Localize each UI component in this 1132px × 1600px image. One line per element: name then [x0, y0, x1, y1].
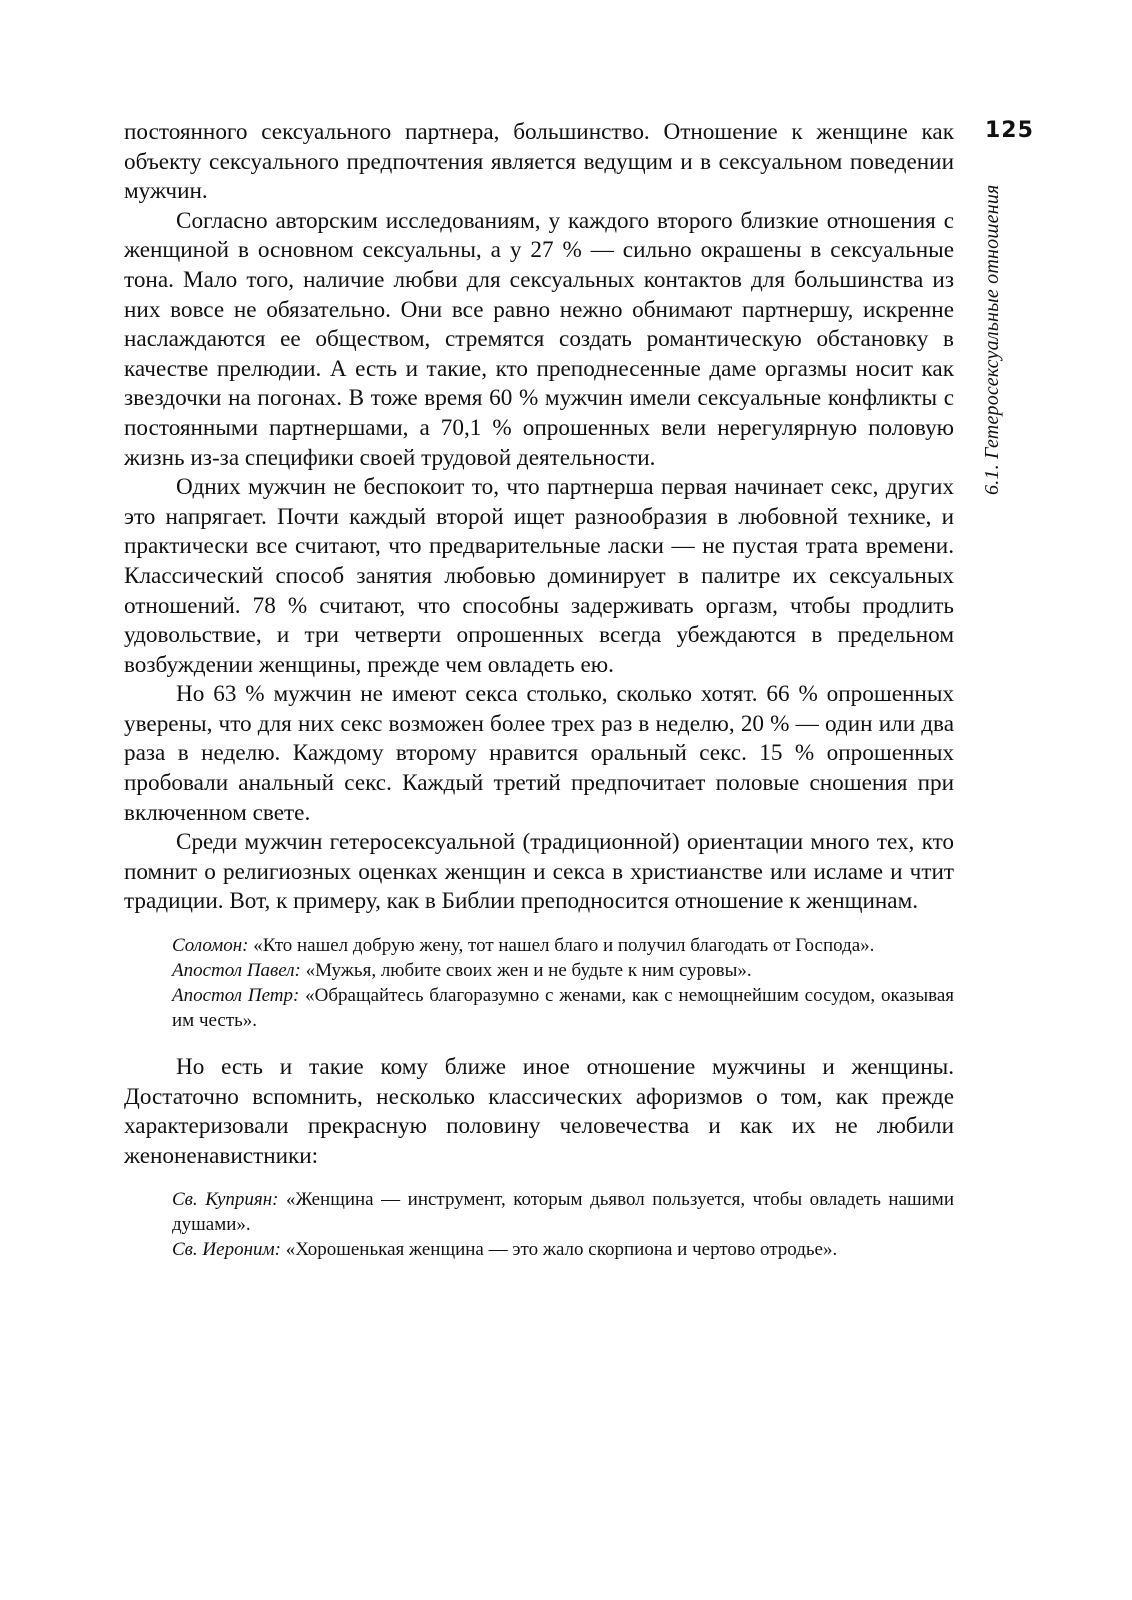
quote-author: Соломон:	[172, 935, 249, 957]
quote-text: «Мужья, любите своих жен и не будьте к ним суровы».	[300, 960, 752, 982]
quote-text: «Женщина — инструмент, которым дьявол пользуется, чтобы овладеть нашими душами».	[172, 1189, 954, 1236]
aphorism-quotes	[172, 1187, 954, 1262]
text-column	[124, 118, 954, 1282]
quote-text: «Кто нашел добрую жену, тот нашел благо и получил благодать от Господа».	[248, 935, 875, 957]
quote-item	[172, 933, 954, 958]
paragraph-continuation: постоянного сексуального партнера, большинство. Отношение к женщине как объекту сексуального предпочтения является ведущим и в сексуальном поведении мужчин.	[124, 119, 954, 205]
quote-item	[172, 1237, 954, 1262]
paragraph-aphorisms: Но есть и такие кому ближе иное отношение мужчины и женщины. Достаточно вспомнить, несколько классических афоризмов о том, как прежде характеризовали прекрасную половину человечества и как их не любили женоненавистники:	[124, 1054, 954, 1169]
quote-author: Апостол Петр:	[172, 985, 300, 1007]
quote-author: Св. Иероним:	[172, 1239, 281, 1261]
paragraph-religion: Среди мужчин гетеросексуальной (традиционной) ориентации много тех, кто помнит о религиозных оценках женщин и секса в христианстве или исламе и чтит традиции. Вот, к примеру, как в Библии преподносится отношение к женщинам.	[124, 829, 954, 915]
running-head: 6.1. Гетеросексуальные отношения	[981, 184, 1003, 495]
paragraph-techniques: Одних мужчин не беспокоит то, что партнерша первая начинает секс, других это напрягает. Почти каждый второй ищет разнообразия в любовной технике, и практически все считают, что предварительные ласки — не пустая трата времени. Классический способ занятия любовью доминирует в палитре их сексуальных отношений. 78 % считают, что способны задерживать оргазм, чтобы продлить удовольствие, и три четверти опрошенных всегда убеждаются в предельном возбуждении женщины, прежде чем овладеть ею.	[124, 474, 954, 678]
page-number: 125	[985, 118, 1034, 143]
paragraph-frequency: Но 63 % мужчин не имеют секса столько, сколько хотят. 66 % опрошенных уверены, что для них секс возможен более трех раз в неделю, 20 % — один или два раза в неделю. Каждому второму нравится оральный секс. 15 % опрошенных пробовали анальный секс. Каждый третий предпочитает половые сношения при включенном свете.	[124, 681, 954, 826]
quote-author: Св. Куприян:	[172, 1189, 279, 1211]
bible-quotes	[172, 933, 954, 1033]
quote-item	[172, 983, 954, 1033]
quote-text: «Хорошенькая женщина — это жало скорпиона и чертово отродье».	[280, 1239, 838, 1261]
paragraph-author-research: Согласно авторским исследованиям, у каждого второго близкие отношения с женщиной в основном сексуальны, а у 27 % — сильно окрашены в сексуальные тона. Мало того, наличие любви для сексуальных контактов для большинства из них вовсе не обязательно. Они все равно нежно обнимают партнершу, искренне наслаждаются ее обществом, стремятся создать романтическую обстановку в качестве прелюдии. А есть и такие, кто преподнесенные даме оргазмы носит как звездочки на погонах. В тоже время 60 % мужчин имели сексуальные конфликты с постоянными партнершами, а 70,1 % опрошенных вели нерегулярную половую жизнь из-за специфики своей трудовой деятельности.	[124, 207, 954, 471]
quote-author: Апостол Павел:	[172, 960, 301, 982]
quote-item	[172, 958, 954, 983]
quote-text: «Обращайтесь благоразумно с женами, как с немощнейшим сосудом, оказывая им честь».	[172, 985, 954, 1032]
quote-item	[172, 1187, 954, 1237]
